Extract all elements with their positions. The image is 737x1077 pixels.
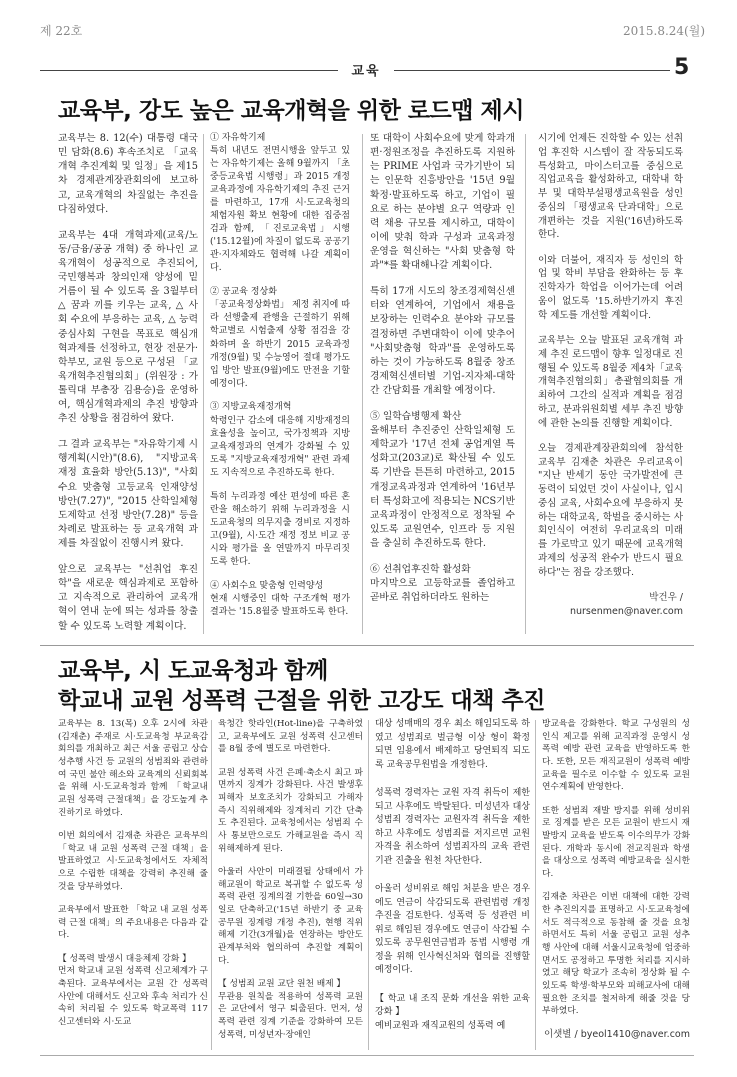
subheading: ③ 지방교육재정개혁 [210,402,292,413]
paragraph: 특히 내년도 전면시행을 앞두고 있는 자유학기제는 올해 9월까지 「초중등교육법 시행령」과 2015 개정교육과정에 자유학기제의 추진 근거를 마련하고, 17개 시·도교육청의 체험자원 확보 현황에 대한 집중점검과 함께, 「진로교육법」시행('15.12월)에 차질이 없도록 공공기관·지자체와도 협력해 나갈 계획이다. [210,146,350,274]
issue-date: 2015.8.24(월) [622,24,705,38]
paragraph: 이번 회의에서 김재춘 차관은 교육부의 「학교 내 교원 성폭력 근절 대책」을 발표하였고 시·도교육청에서도 자체적으로 수립한 대책을 강력히 추진해 줄 것을 당부하였다. [58,831,208,892]
paragraph: 아울러 성비위로 해임 처분을 받은 경우에도 연금이 삭감되도록 관련법령 개정 추진을 검토한다. 성폭력 등 성관련 비위로 해임된 경우에도 연금이 삭감될 수 있도록 공무원연금법과 동법 시행령 개정을 위해 인사혁신처와 협의를 진행할 예정이다. [375,884,530,975]
article2-byline: 이샛별 / byeol1410@naver.com [543,1028,690,1040]
subheading: 【 학교 내 조직 문화 개선을 위한 교육 강화 】 [375,993,530,1017]
subheading: ⑤ 일학습병행제 확산 [370,410,462,422]
subheading: ⑥ 선취업후진학 활성화 [370,564,471,575]
column-divider [203,134,204,634]
article1-col-1 [58,132,198,634]
paragraph: 현재 시행중인 대학 구조개혁 평가결과는 '15.8월중 발표하도록 한다. [210,593,350,617]
paragraph: 교육부는 8. 13(목) 오후 2시에 차관(김재춘) 주재로 시·도교육청 부교육감 회의를 개최하고 최근 서울 공립고 상습 성추행 사건 등 교원의 성범죄와 관련하여 국민 불안 해소와 교육계의 신뢰회복을 위해 시·도교육청과 함께 「학교내 교원 성폭력 근절대책」을 강도높게 추진하기로 하였다. [58,719,208,818]
column-divider [211,720,212,1050]
article2-col-1 [58,718,208,1029]
paragraph: 먼저 학교내 교원 성폭력 신고체계가 구축된다. 교육부에서는 교원 간 성폭력 사안에 대해서도 신고와 후속 처리가 신속히 처리될 수 있도록 학교폭력 117 신고센터와 시·도교 [58,966,208,1027]
paragraph: 교원 성폭력 사건 은폐·축소시 최고 파면까지 징계가 강화된다. 사건 발생후 피해자 보호조치가 강화되고 가해자 즉시 직위해제와 징계처리 기간 단축도 추진된다. 교육청에서는 성범죄 수사 통보만으로도 가해교원을 즉시 직위해제하게 된다. [218,767,363,854]
paragraph: 예비교원과 재직교원의 성폭력 예 [375,1020,506,1031]
column-divider [525,134,526,634]
subheading: ① 자유학기제 [210,133,266,143]
paragraph: 교육부는 4대 개혁과제(교육/노동/금융/공공 개혁) 중 하나인 교육개혁이 성공적으로 추진되어, 국민행복과 창의인재 양성에 밑거름이 될 수 있도록 올 3월부터 △ 꿈과 끼를 키우는 교육, △ 사회 수요에 부응하는 교육, △ 능력중심사회 구현을 목표로 핵심개혁과제를 선정하고, 현장 전문가·학부모, 교원 등으로 구성된 「교육개혁추진협의회」(위원장 : 가톨릭대 부총장 김용승)을 운영하여, 핵심개혁과제의 추진 방향과 추진 상황을 점검하여 왔다. [58,229,198,425]
paragraph: 오늘 경제관계장관회의에 참석한 교육부 김재춘 차관은 우리교육이 "지난 반세기 동안 국가발전에 큰 동력이 되었던 것이 사실이나, 입시중심 교육, 사회수요에 부응하지 못하는 대학교육, 학벌을 중시하는 사회인식이 여전히 우리교육의 미래를 가로막고 있기 때문에 교육개혁 과제의 성공적 완수가 반드시 필요하다"는 점을 강조했다. [538,442,683,578]
subheading: ④ 사회수요 맞춤형 인력양성 [210,580,324,591]
paragraph: 특히 누리과정 예산 편성에 따른 혼란을 해소하기 위해 누리과정을 시도교육청의 의무지출 경비로 지정하고(9월), 시·도간 재정 정보 비교 공시와 평가를 올 연말까지 마무리짓도록 한다. [210,491,350,567]
subheading: 【 성범죄 교원 교단 원천 배제 】 [218,978,346,989]
paragraph: 교육부에서 발표한 「학교 내 교원 성폭력 근절 대책」의 주요내용은 다음과 같다. [58,904,208,941]
paragraph: 성폭력 경력자는 교원 자격 취득이 제한되고 사후에도 박탈된다. 미성년자 대상 성범죄 경력자는 교원자격 취득을 제한하고 사후에도 성범죄를 저지르면 교원 자격을 취소하여 성범죄자의 교육 관련 기관 진출을 원천 차단한다. [375,788,530,866]
subheading: ② 공교육 정상화 [210,287,277,298]
column-divider [362,134,363,634]
paragraph: 육청간 핫라인(Hot-line)을 구축하였고, 교육부에도 교원 성폭력 신고센터를 8월 중에 별도로 마련한다. [218,719,363,755]
section-label: 교육 [338,60,394,80]
paragraph: 올해부터 추진중인 산학일체형 도제학교가 '17년 전체 공업계열 특성화고(203교)로 확산될 수 있도록 기반을 튼튼히 마련하고, 2015 개정교육과정과 연계하여 '16년부터 특성화고에 적용되는 NCS기반 교육과정이 안정적으로 정착될 수 있도록 교원연수, 인프라 등 지원을 충실히 추진하도록 한다. [370,425,515,550]
article1-col-3 [370,132,515,605]
column-divider [535,720,536,1050]
paragraph: 교육부는 오늘 발표된 교육개혁 과제 추진 로드맵이 향후 일정대로 진행될 수 있도록 8월중 제4차「교육개혁추진협의회」총괄협의회를 개최하여 그간의 실적과 계획을 점검하고, 분과위원회별 세부 추진 방향에 관한 논의를 진행할 계획이다. [538,334,683,429]
article2-col-2 [218,718,363,1041]
paragraph: 「공교육정상화법」 제정 취지에 따라 선행출제 관행을 근절하기 위해 학교별로 시험출제 상황 점검을 강화하며 올 하반기 2015 교육과정 개정(9월) 및 수능영어 절대 평가도입 방안 발표(9월)에도 만전을 기할 예정이다. [210,300,350,389]
column-divider [368,720,369,1050]
article2-title-line1: 교육부, 시 도교육청과 함께 [58,658,328,684]
subheading: 【 성폭력 발생시 대응체제 강화 】 [58,953,191,964]
paragraph: 또한 성범죄 재발 방지를 위해 성비위로 징계를 받은 모든 교원이 반드시 재발방지 교육을 받도록 이수의무가 강화된다. 개학과 동시에 전교직원과 학생을 대상으로 성폭력 예방교육을 실시한다. [542,805,690,880]
article2-title-line2: 학교내 교원 성폭력 근절을 위한 고강도 대책 추진 [58,688,545,714]
paragraph: 무관용 원칙을 적용하여 성폭력 교원은 교단에서 영구 퇴출된다. 먼저, 성폭력 관련 징계 기준을 강화하여 모든 성폭력, 미성년자·장애인 [218,991,363,1040]
paragraph: 학령인구 감소에 대응해 지방재정의 효율성을 높이고, 국가정책과 지방교육재정과의 연계가 강화될 수 있도록 "지방교육재정개혁" 관련 과제도 지속적으로 추진하도록 한다. [210,415,350,478]
page-bottom-rule [40,1055,694,1056]
article1-col-2 [210,132,350,619]
issue-number: 제 22호 [40,24,83,38]
article1-col-4 [538,132,683,619]
article1-title: 교육부, 강도 높은 교육개혁을 위한 로드맵 제시 [58,98,524,124]
paragraph: 방교육을 강화한다. 학교 구성원의 성 인식 제고를 위해 교직과정 운영시 성폭력 예방 관련 교육을 반영하도록 한다. 또한, 모든 재직교원이 성폭력 예방교육을 필수로 이수할 수 있도록 교원연수계획에 반영한다. [542,719,690,793]
paragraph: 이와 더불어, 재직자 등 성인의 학업 및 학비 부담을 완화하는 등 후진학자가 학업을 이어가는데 어려움이 없도록 '15.하반기까지 후진학 제도를 개선할 계획이다. [538,254,683,321]
paragraph: 앞으로 교육부는 "선취업 후진학"을 새로운 핵심과제로 포함하고 지속적으로 관리하여 교육개혁이 연내 눈에 띄는 성과를 창출할 수 있도록 노력할 계획이다. [58,564,198,632]
article2-col-3 [375,718,530,1033]
paragraph: 시기에 언제든 진학할 수 있는 선취업 후진학 시스템이 잘 작동되도록 특성화고, 마이스터고를 중심으로 직업교육을 활성화하고, 대학내 학부 및 대학부설평생교육원을 성인중심의 「평생교육 단과대학」으로 개편하는 것을 지원('16년)하도록 한다. [538,133,683,241]
paragraph: 또 대학이 사회수요에 맞게 학과개편·정원조정을 추진하도록 지원하는 PRIME 사업과 국가기반이 되는 인문학 진흥방안을 '15년 9월 확정·발표하도록 하고, 기업이 필요로 하는 분야별 요구 역량과 인력 채용 규모를 제시하고, 대학이 이에 맞춰 학과 구성과 교육과정 운영을 혁신하는 "사회 맞춤형 학과"*를 확대해나갈 계획이다. [370,133,515,272]
article-divider [40,645,694,646]
paragraph: 마지막으로 고등학교를 졸업하고 곧바로 취업하더라도 원하는 [370,578,515,604]
article2-col-4 [542,718,690,1041]
paragraph: 대상 성매매의 경우 최소 해임되도록 하였고 성범죄로 벌금형 이상 형이 확정 되면 임용에서 배제하고 당연퇴직 되도록 교육공무원법을 개정한다. [375,719,530,770]
paragraph: 특히 17개 시도의 창조경제혁신센터와 연계하여, 기업에서 채용을 보장하는 인력수요 분야와 규모를 결정하면 주변대학이 이에 맞추어 "사회맞춤형 학과"를 운영하도록 하는 것이 가능하도록 8월중 창조경제혁신센터별 기업-지자체-대학간 간담회를 개최할 예정이다. [370,286,515,397]
paragraph: 교육부는 8. 12(수) 대통령 대국민 담화(8.6) 후속조치로 「교육개혁 추진계획 및 일정」을 제15차 경제관계장관회의에 보고하고, 교육개혁의 차질없는 추진을 다짐하였다. [58,133,198,215]
paragraph: 그 결과 교육부는 "자유학기제 시행계획(시안)"(8.6), "지방교육 재정 효율화 방안(5.13)", "사회수요 맞춤형 고등교육 인재양성 방안(7.27)", "2015 산학일체형 도제학교 선정 방안(7.28)" 등을 차례로 발표하는 등 교육개혁 과제를 차질없이 진행시켜 왔다. [58,439,198,550]
paragraph: 아울러 사안이 미래결될 상태에서 가해교원이 학교로 복귀할 수 없도록 성폭력 관련 징계의결 기한을 60일→30일로 단축하고('15년 하반기 중 교육공무원 징계령 개정 추진), 현행 직위해제 기간(3개월)을 연장하는 방안도 관계부처와 협의하여 추진할 계획이다. [218,866,363,966]
article1-byline: 박건우 / nursenmen@naver.com [569,592,683,617]
page-number: 5 [674,55,690,80]
paragraph: 김재춘 차관은 이번 대책에 대한 강력한 추진의지를 표명하고 시·도교육청에서도 적극적으로 동참해 줄 것을 요청하면서도 특히 서울 공립고 교원 성추행 사안에 대해 서울시교육청에 엄중하면서도 공정하고 투명한 처리를 지시하였고 해당 학교가 조속히 정상화 될 수 있도록 학생·학부모와 피해교사에 대해 필요한 조치를 철저하게 해줄 것을 당부하였다. [542,892,690,1017]
